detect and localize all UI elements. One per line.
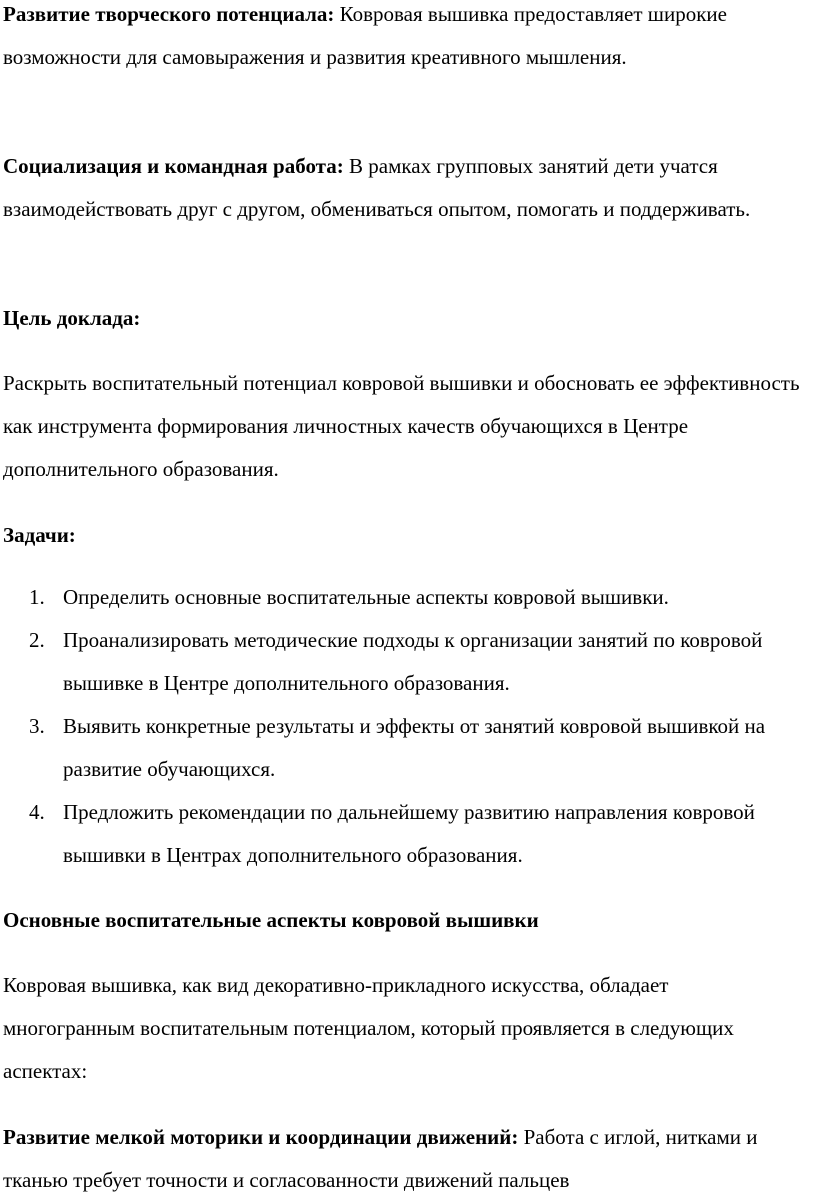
paragraph-label: Развитие мелкой моторики и координации движений: [3, 1125, 519, 1149]
list-item-number: 2. [29, 628, 45, 652]
list-item-number: 1. [29, 585, 45, 609]
list-item-text: Проанализировать методические подходы к организации занятий по ковровой вышивке в Центре дополнительного образования. [63, 628, 763, 695]
list-item-text: Выявить конкретные результаты и эффекты от занятий ковровой вышивкой на развитие обучающихся. [63, 714, 766, 781]
list-item-text: Предложить рекомендации по дальнейшему развитию направления ковровой вышивки в Центрах дополнительного образования. [63, 800, 755, 867]
list-item-text: Определить основные воспитательные аспекты ковровой вышивки. [63, 585, 669, 609]
goal-text: Раскрыть воспитательный потенциал ковровой вышивки и обосновать ее эффективность как инструмента формирования личностных качеств обучающихся в Центре дополнительного образования. [3, 371, 800, 481]
list-item-number: 4. [29, 800, 45, 824]
paragraph-text: Работа с иглой, нитками и тканью требует точности и согласованности движений пальцев [3, 1125, 758, 1192]
list-item [0, 576, 783, 619]
paragraph-fine-motor [3, 1116, 803, 1202]
list-item [0, 791, 783, 877]
paragraph-socialization [3, 145, 803, 231]
list-item [0, 619, 783, 705]
goal-heading: Цель доклада: [3, 306, 141, 330]
list-item [0, 705, 783, 791]
paragraph-text: Ковровая вышивка предоставляет широкие возможности для самовыражения и развития креативного мышления. [3, 2, 727, 69]
paragraph-creative-potential [3, 0, 803, 79]
paragraph-label: Социализация и командная работа: [3, 154, 344, 178]
section-heading: Основные воспитательные аспекты ковровой вышивки [3, 908, 539, 932]
tasks-list [0, 576, 816, 877]
paragraph-text: В рамках групповых занятий дети учатся взаимодействовать друг с другом, обмениваться опытом, помогать и поддерживать. [3, 154, 751, 221]
section-intro: Ковровая вышивка, как вид декоративно-прикладного искусства, обладает многогранным воспитательным потенциалом, который проявляется в следующих аспектах: [3, 973, 734, 1083]
tasks-heading: Задачи: [3, 523, 76, 547]
paragraph-label: Развитие творческого потенциала: [3, 2, 335, 26]
list-item-number: 3. [29, 714, 45, 738]
